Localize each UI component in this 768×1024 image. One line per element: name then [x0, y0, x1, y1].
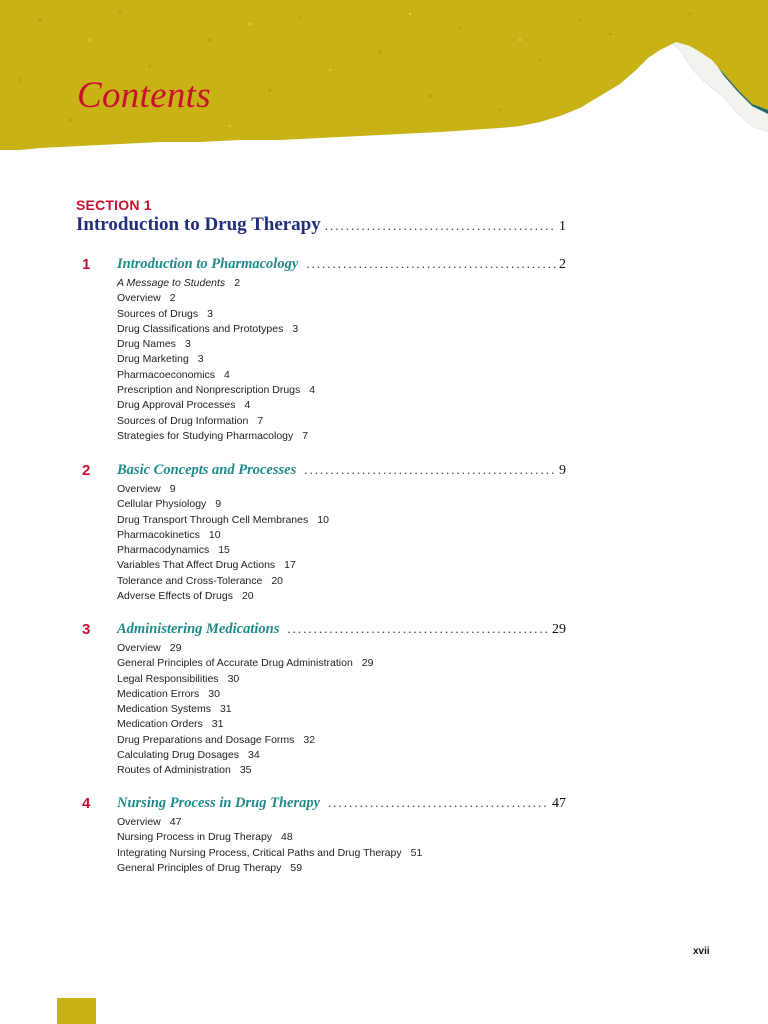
chapter-title: Nursing Process in Drug Therapy [117, 795, 321, 811]
chapter-title: Introduction to Pharmacology [117, 256, 299, 272]
chapter-title: Administering Medications [117, 621, 280, 637]
chapter-entry[interactable] [117, 621, 566, 638]
topic-title: Overview [117, 483, 161, 495]
list-item[interactable] [117, 763, 373, 778]
topic-title: Legal Responsibilities [117, 672, 219, 685]
topic-title: Overview [117, 642, 161, 654]
list-item[interactable] [117, 276, 315, 291]
topic-list [117, 276, 315, 444]
section-page-number: 1 [559, 219, 566, 234]
list-item[interactable] [117, 815, 422, 830]
list-item[interactable] [117, 830, 422, 845]
topic-page: 48 [281, 831, 293, 844]
topic-page: 15 [218, 544, 230, 557]
chapter-page-number: 2 [559, 257, 566, 272]
chapter-number: 1 [82, 256, 91, 273]
topic-page: 3 [207, 307, 213, 320]
chapter-page-number: 9 [559, 463, 566, 478]
topic-page: 30 [208, 687, 220, 700]
topic-title: Pharmacokinetics [117, 528, 200, 541]
topic-page: 51 [410, 846, 423, 859]
list-item[interactable] [117, 748, 373, 763]
chapter-entry[interactable] [117, 256, 566, 273]
topic-title: Variables That Affect Drug Actions [117, 559, 276, 572]
chapter-number: 4 [82, 795, 91, 812]
topic-page: 2 [169, 292, 176, 305]
topic-title: Pharmacodynamics [117, 544, 210, 557]
topic-title: Sources of Drug Information [117, 414, 249, 427]
topic-page: 4 [224, 368, 230, 381]
topic-title: Routes of Administration [117, 764, 231, 777]
chapter-page-number: 29 [552, 622, 566, 637]
topic-title: Sources of Drugs [117, 307, 199, 320]
topic-title: A Message to Students [117, 277, 226, 289]
topic-page: 34 [247, 749, 260, 762]
topic-page: 47 [169, 816, 182, 828]
topic-page: 4 [309, 384, 316, 397]
topic-title: General Principles of Accurate Drug Administration [117, 657, 353, 670]
topic-title: Overview [117, 816, 161, 828]
list-item[interactable] [117, 513, 329, 528]
topic-page: 35 [239, 764, 252, 777]
dot-leader [287, 621, 549, 637]
section-title: Introduction to Drug Therapy [76, 214, 321, 235]
list-item[interactable] [117, 528, 329, 543]
list-item[interactable] [117, 482, 329, 497]
chapter-entry[interactable] [117, 795, 566, 812]
topic-page: 30 [227, 672, 240, 685]
topic-page: 29 [169, 642, 182, 654]
page-folio: xvii [693, 946, 710, 957]
topic-page: 7 [302, 429, 309, 442]
topic-title: Prescription and Nonprescription Drugs [117, 384, 301, 397]
dot-leader [325, 218, 556, 234]
list-item[interactable] [117, 414, 315, 429]
topic-title: Drug Classifications and Prototypes [117, 322, 284, 335]
list-item[interactable] [117, 846, 422, 861]
chapter-title: Basic Concepts and Processes [117, 462, 297, 478]
topic-title: Drug Transport Through Cell Membranes [117, 513, 309, 526]
topic-page: 29 [361, 657, 374, 670]
topic-list [117, 482, 329, 604]
topic-title: Medication Errors [117, 687, 200, 700]
chapter-number: 3 [82, 621, 91, 638]
list-item[interactable] [117, 717, 373, 732]
topic-page: 3 [197, 353, 204, 366]
section-entry[interactable] [76, 214, 566, 236]
topic-list [117, 641, 373, 779]
list-item[interactable] [117, 672, 373, 687]
topic-list [117, 815, 422, 876]
chapter-number: 2 [82, 462, 91, 479]
topic-page: 3 [184, 338, 191, 351]
topic-page: 32 [303, 733, 316, 746]
corner-color-block [57, 998, 96, 1024]
list-item[interactable] [117, 702, 373, 717]
topic-title: Strategies for Studying Pharmacology [117, 429, 294, 442]
list-item[interactable] [117, 733, 373, 748]
chapter-page-number: 47 [552, 796, 566, 811]
topic-page: 9 [215, 498, 222, 511]
page-title: Contents [77, 75, 211, 116]
topic-title: Calculating Drug Dosages [117, 749, 239, 762]
topic-page: 10 [317, 513, 329, 526]
list-item[interactable] [117, 291, 315, 306]
list-item[interactable] [117, 307, 315, 322]
topic-title: Drug Preparations and Dosage Forms [117, 733, 295, 746]
topic-title: Overview [117, 292, 161, 305]
list-item[interactable] [117, 589, 329, 604]
topic-page: 31 [219, 703, 232, 716]
dot-leader [328, 795, 549, 811]
list-item[interactable] [117, 429, 315, 444]
list-item[interactable] [117, 574, 329, 589]
topic-page: 31 [211, 718, 224, 731]
list-item[interactable] [117, 558, 329, 573]
topic-page: 2 [234, 277, 241, 289]
topic-page: 17 [284, 559, 296, 572]
topic-title: Drug Approval Processes [117, 399, 236, 412]
topic-page: 20 [241, 590, 254, 603]
topic-page: 9 [169, 483, 176, 495]
topic-title: Drug Marketing [117, 353, 189, 366]
topic-page: 59 [290, 861, 303, 874]
topic-page: 3 [292, 322, 299, 335]
topic-page: 20 [271, 574, 284, 587]
list-item[interactable] [117, 641, 373, 656]
list-item[interactable] [117, 497, 329, 512]
list-item[interactable] [117, 352, 315, 367]
topic-title: Integrating Nursing Process, Critical Paths and Drug Therapy [117, 846, 402, 859]
section-label: SECTION 1 [76, 197, 152, 213]
topic-title: Drug Names [117, 338, 176, 351]
topic-title: Medication Orders [117, 718, 203, 731]
topic-title: Nursing Process in Drug Therapy [117, 831, 273, 844]
topic-title: Pharmacoeconomics [117, 368, 216, 381]
topic-title: Cellular Physiology [117, 498, 207, 511]
list-item[interactable] [117, 656, 373, 671]
topic-page: 7 [257, 414, 264, 427]
topic-page: 4 [244, 399, 251, 412]
topic-title: General Principles of Drug Therapy [117, 861, 282, 874]
topic-page: 10 [208, 528, 221, 541]
topic-title: Medication Systems [117, 703, 211, 716]
list-item[interactable] [117, 368, 315, 383]
topic-title: Tolerance and Cross-Tolerance [117, 574, 263, 587]
dot-leader [304, 462, 556, 478]
list-item[interactable] [117, 383, 315, 398]
list-item[interactable] [117, 398, 315, 413]
chapter-entry[interactable] [117, 462, 566, 479]
list-item[interactable] [117, 861, 422, 876]
dot-leader [306, 256, 556, 272]
list-item[interactable] [117, 337, 315, 352]
topic-title: Adverse Effects of Drugs [117, 590, 233, 603]
list-item[interactable] [117, 687, 373, 702]
list-item[interactable] [117, 543, 329, 558]
list-item[interactable] [117, 322, 315, 337]
